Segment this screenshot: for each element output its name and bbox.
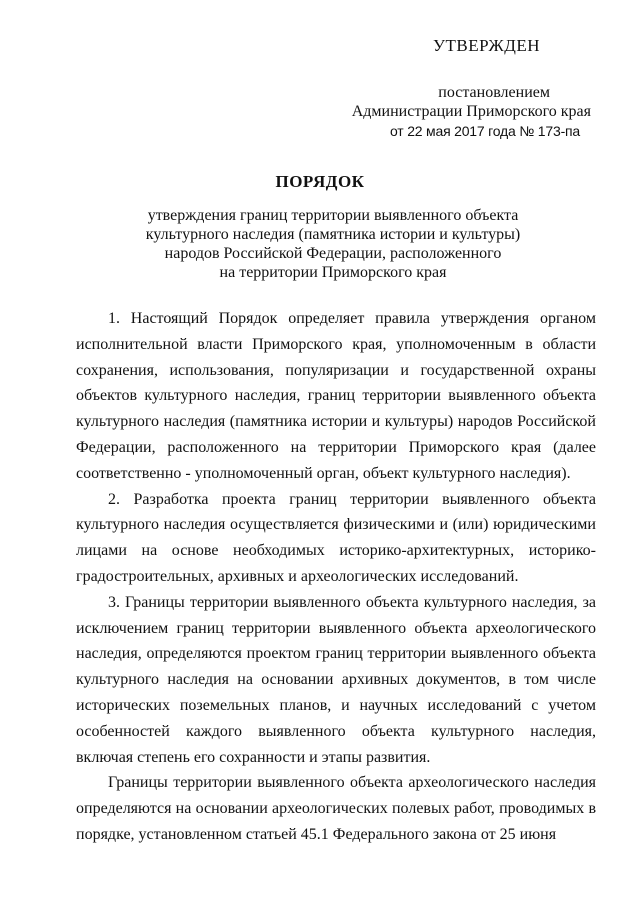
document-title: ПОРЯДОК (275, 172, 365, 191)
approved-label: УТВЕРЖДЕН (433, 36, 540, 55)
document-body (76, 306, 596, 848)
subtitle-line: культурного наследия (памятника истории и культуры) (145, 226, 521, 243)
administration-label: Администрации Приморского края (351, 103, 591, 120)
decree-label: постановлением (438, 84, 550, 101)
subtitle-line: на территории Приморского края (219, 264, 447, 281)
paragraph-1: 1. Настоящий Порядок определяет правила утверждения органом исполнительной власти Приморского края, уполномоченным в области сохранения, использования, популяризации и государственной охраны объектов культурного наследия, границ территории выявленного объекта культурного наследия (памятника истории и культуры) народов Российской Федерации, расположенного на территории Приморского края (далее соответственно - уполномоченный орган, объект культурного наследия). (76, 310, 596, 482)
paragraph-2: 2. Разработка проекта границ территории выявленного объекта культурного наследия осуществляется физическими и (или) юридическими лицами на основе необходимых историко-архитектурных, историко-градостроительных, архивных и археологических исследований. (76, 490, 596, 585)
subtitle-line: народов Российской Федерации, расположенного (164, 245, 502, 262)
paragraph-4: Границы территории выявленного объекта археологического наследия определяются на основании археологических полевых работ, проводимых в порядке, установленном статьей 45.1 Федерального закона от 25 июня (76, 774, 596, 843)
subtitle-line: утверждения границ территории выявленного объекта (147, 207, 519, 224)
paragraph-3: 3. Границы территории выявленного объекта культурного наследия, за исключением границ территории выявленного объекта археологического наследия, определяются проектом границ территории выявленного объекта культурного наследия на основании архивных документов, в том числе исторических поземельных планов, и научных исследований с учетом особенностей каждого выявленного объекта культурного наследия, включая степень его сохранности и этапы развития. (76, 593, 596, 766)
document-subtitle (120, 206, 546, 282)
decree-date: от 22 мая 2017 года № 173-па (390, 123, 580, 139)
